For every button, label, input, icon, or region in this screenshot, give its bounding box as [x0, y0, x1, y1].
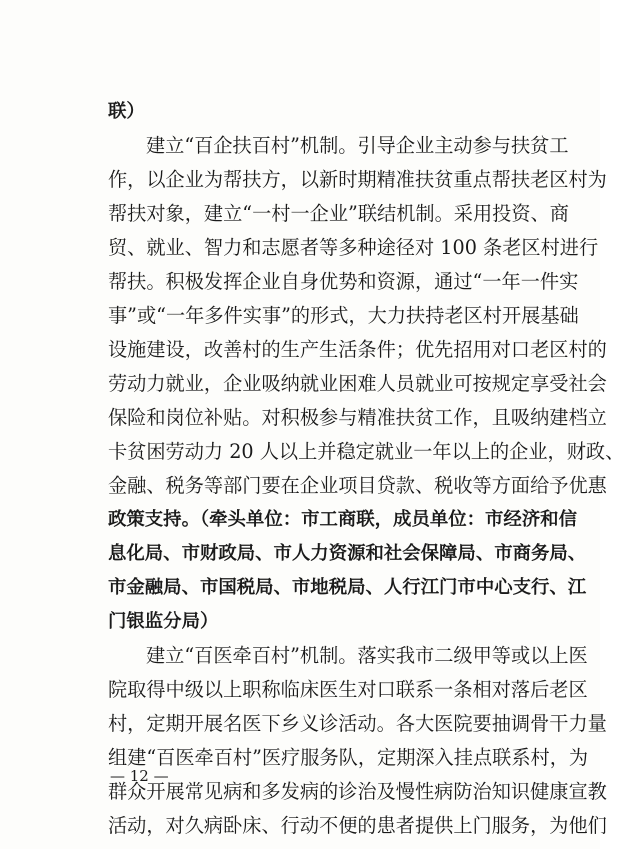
text-line: 帮扶对象，建立“一村一企业”联结机制。采用投资、商: [108, 202, 569, 225]
text-line: 建立“百企扶百村”机制。引导企业主动参与扶贫工: [146, 134, 569, 157]
text-line: 卡贫困劳动力 20 人以上并稳定就业一年以上的企业，财政、: [108, 440, 624, 463]
text-line: 活动，对久病卧床、行动不便的患者提供上门服务，为他们: [108, 814, 607, 837]
text-line: 贸、就业、智力和志愿者等多种途径对 100 条老区村进行: [108, 236, 599, 259]
text-line: 保险和岗位补贴。对积极参与精准扶贫工作，且吸纳建档立: [108, 406, 607, 429]
text-line: 院取得中级以上职称临床医生对口联系一条相对落后老区: [108, 678, 588, 701]
text-line: 息化局、市财政局、市人力资源和社会保障局、市商务局、: [108, 543, 587, 564]
page-number: — 12 —: [110, 767, 169, 785]
text-line: 政策支持。（牵头单位：市工商联，成员单位：市经济和信: [108, 509, 577, 530]
text-line: 设施建设，改善村的生产生活条件；优先招用对口老区村的: [108, 338, 607, 361]
text-line: 门银监分局）: [108, 611, 219, 632]
text-line: 建立“百医牵百村”机制。落实我市二级甲等或以上医: [146, 644, 588, 667]
text-line: 村，定期开展名医下乡义诊活动。各大医院要抽调骨干力量: [108, 712, 607, 735]
text-line: 联）: [108, 101, 145, 122]
text-line: 市金融局、市国税局、市地税局、人行江门市中心支行、江: [108, 577, 587, 598]
text-line: 组建“百医牵百村”医疗服务队，定期深入挂点联系村，为: [108, 746, 589, 769]
text-line: 金融、税务等部门要在企业项目贷款、税收等方面给予优惠: [108, 474, 607, 497]
text-line: 帮扶。积极发挥企业自身优势和资源，通过“一年一件实: [108, 270, 579, 293]
text-line: 群众开展常见病和多发病的诊治及慢性病防治知识健康宣教: [108, 780, 607, 803]
text-line: 作，以企业为帮扶方，以新时期精准扶贫重点帮扶老区村为: [108, 168, 607, 191]
text-line: 事”或“一年多件实事”的形式，大力扶持老区村开展基础: [108, 304, 579, 327]
text-line: 劳动力就业，企业吸纳就业困难人员就业可按规定享受社会: [108, 372, 607, 395]
